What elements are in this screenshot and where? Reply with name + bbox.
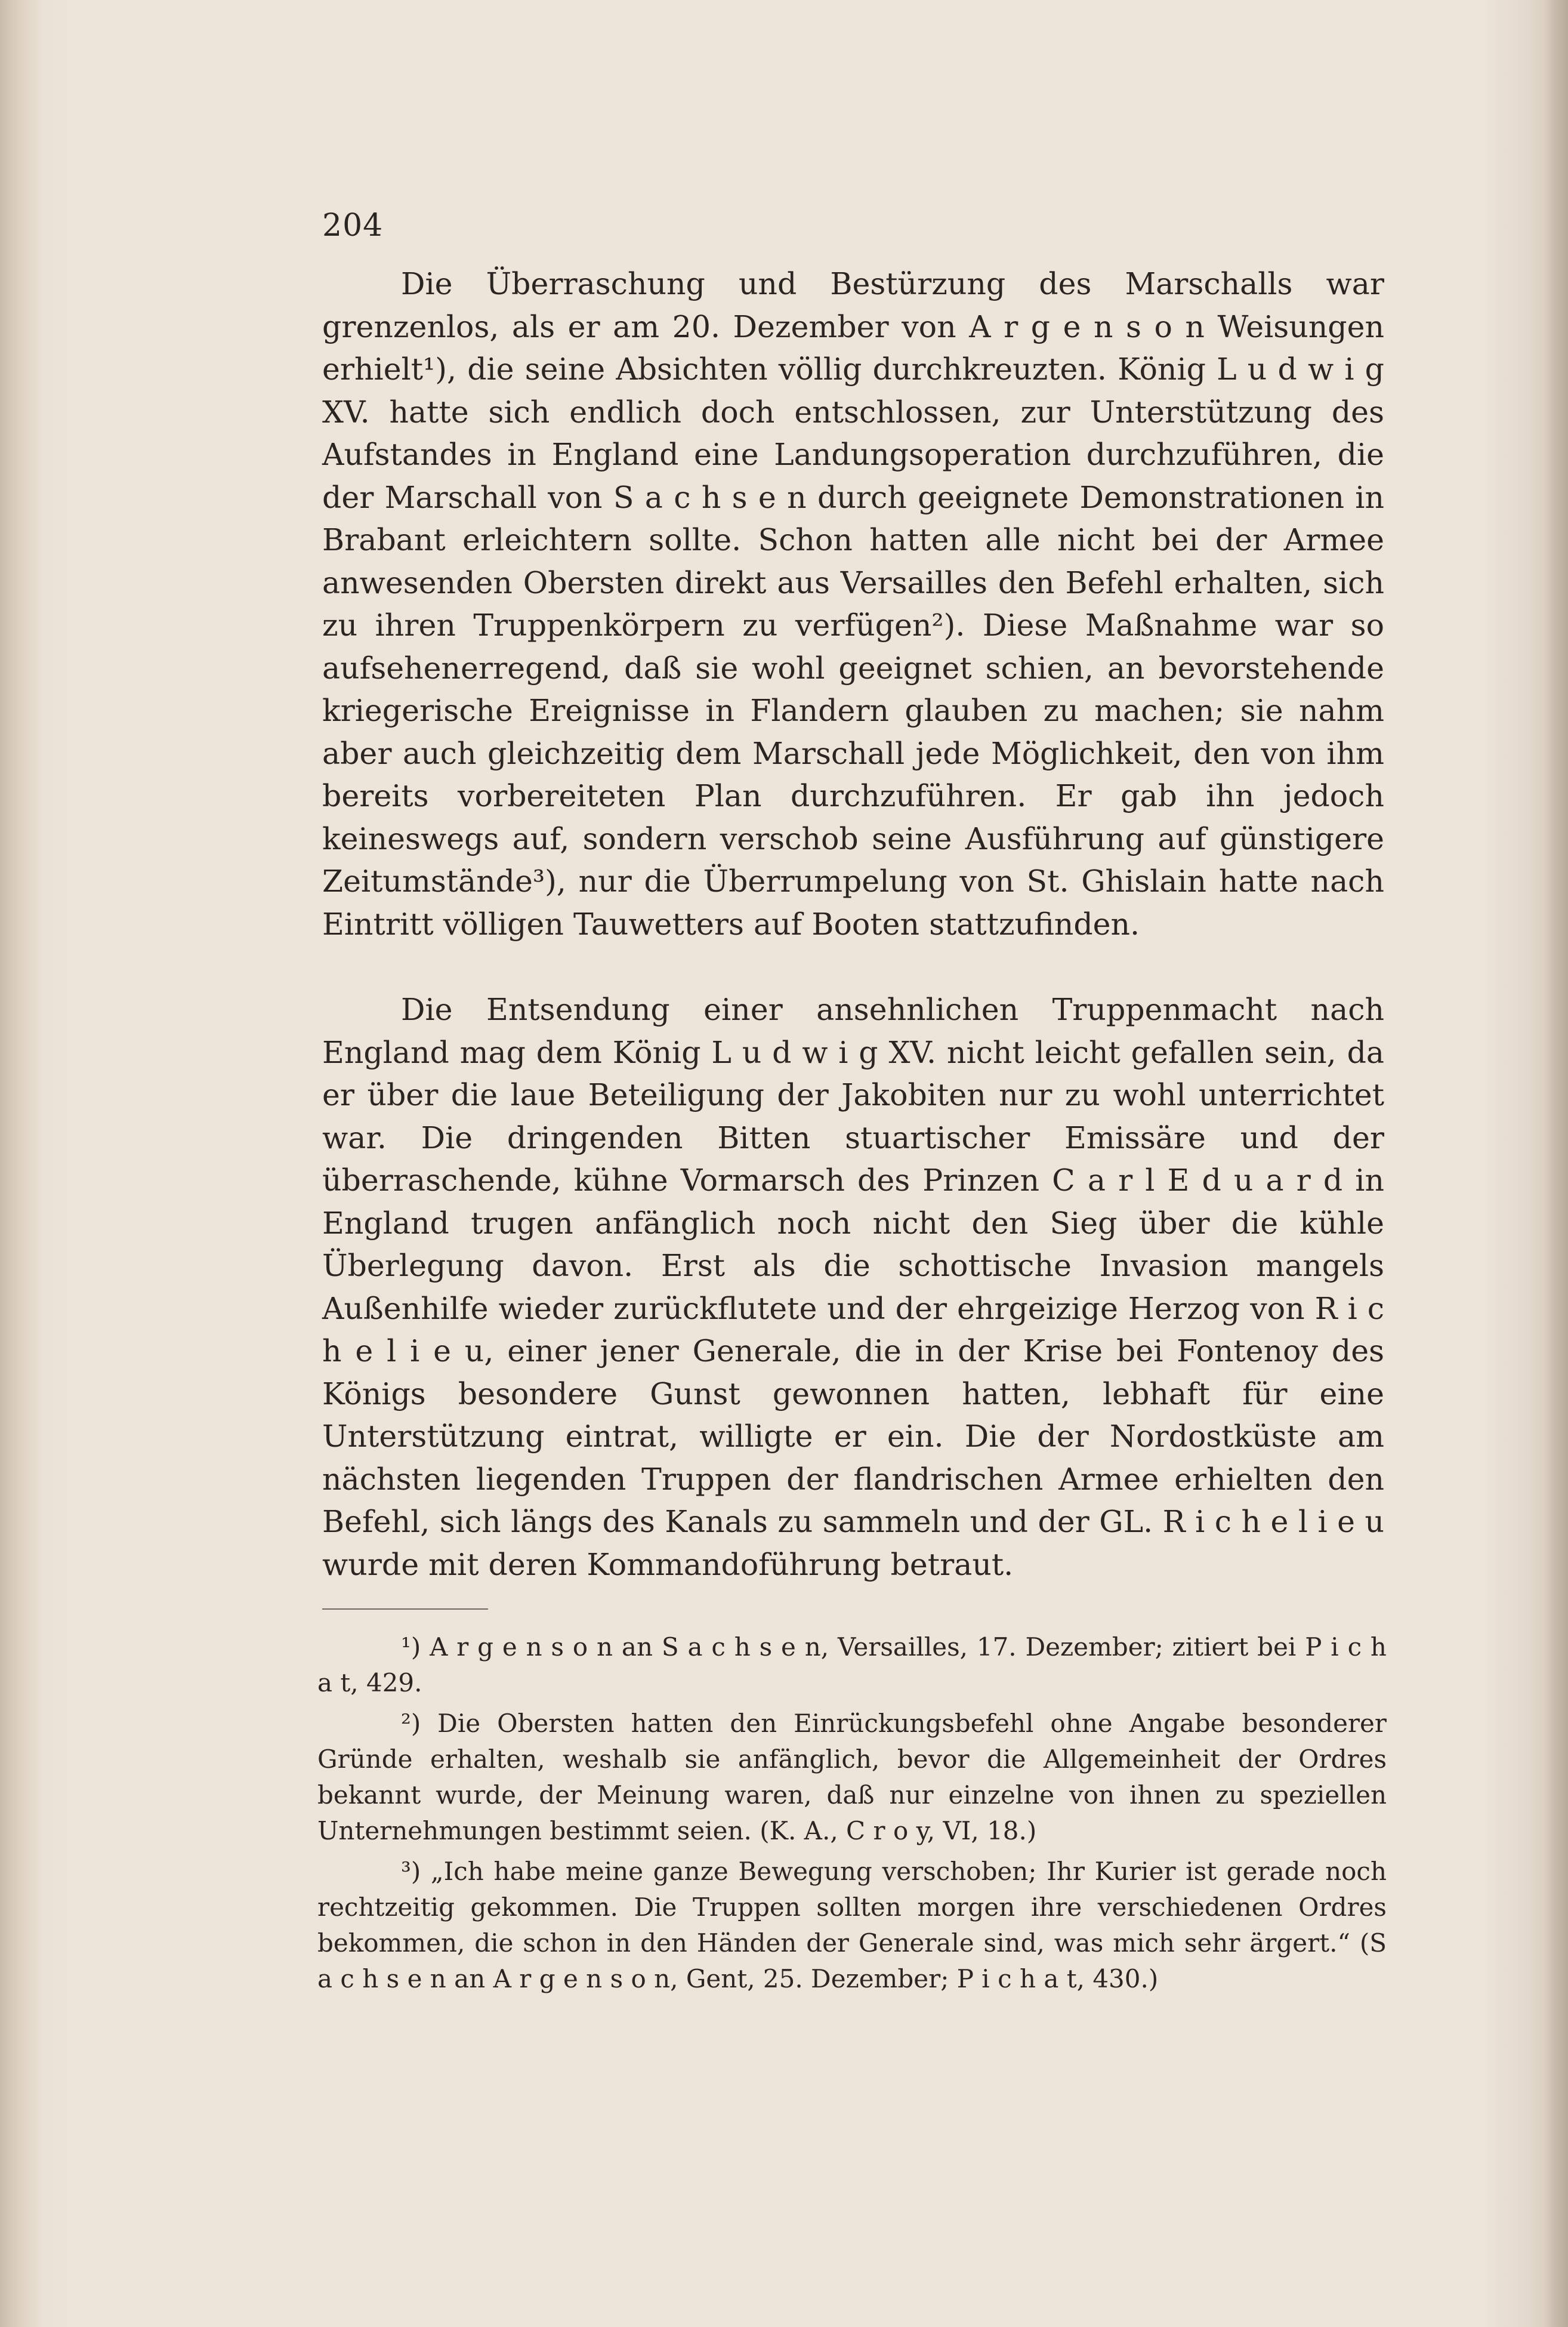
main-text	[322, 263, 1384, 1586]
footnote-1: ¹) A r g e n s o n an S a c h s e n, Versailles, 17. Dezember; zitiert bei P i c h a t, 429.	[317, 1632, 1387, 1697]
paragraph-2: Die Entsendung einer ansehnlichen Truppenmacht nach England mag dem König L u d w i g XV. nicht leicht gefallen sein, da er über die laue Beteiligung der Jakobiten nur zu wohl unterrichtet war. Die dringenden Bitten stuartischer Emissäre und der überraschende, kühne Vormarsch des Prinzen C a r l E d u a r d in England trugen anfänglich noch nicht den Sieg über die kühle Überlegung davon. Erst als die schottische Invasion mangels Außenhilfe wieder zurückflutete und der ehrgeizige Herzog von R i c h e l i e u, einer jener Generale, die in der Krise bei Fontenoy des Königs besondere Gunst gewonnen hatten, lebhaft für eine Unterstützung eintrat, willigte er ein. Die der Nordostküste am nächsten liegenden Truppen der flandrischen Armee erhielten den Befehl, sich längs des Kanals zu sammeln und der GL. R i c h e l i e u wurde mit deren Kommandoführung betraut.	[322, 992, 1384, 1582]
paragraph-1: Die Überraschung und Bestürzung des Marschalls war grenzenlos, als er am 20. Dezember von A r g e n s o n Weisungen erhielt¹), die seine Absichten völlig durchkreuzten. König L u d w i g XV. hatte sich endlich doch entschlossen, zur Unterstützung des Aufstandes in England eine Landungsoperation durchzuführen, die der Marschall von S a c h s e n durch geeignete Demonstrationen in Brabant erleichtern sollte. Schon hatten alle nicht bei der Armee anwesenden Obersten direkt aus Versailles den Befehl erhalten, sich zu ihren Truppenkörpern zu verfügen²). Diese Maßnahme war so aufsehenerregend, daß sie wohl geeignet schien, an bevorstehende kriegerische Ereignisse in Flandern glauben zu machen; sie nahm aber auch gleichzeitig dem Marschall jede Möglichkeit, den von ihm bereits vorbereiteten Plan durchzuführen. Er gab ihn jedoch keineswegs auf, sondern verschob seine Ausführung auf günstigere Zeitumstände³), nur die Überrumpelung von St. Ghislain hatte nach Eintritt völligen Tauwetters auf Booten stattzufinden.	[322, 266, 1384, 942]
footnote-separator	[322, 1608, 488, 1610]
page-gutter-shadow	[0, 0, 42, 2327]
footnote-2: ²) Die Obersten hatten den Einrückungsbefehl ohne Angabe besonderer Gründe erhalten, weshalb sie anfänglich, bevor die Allgemeinheit der Ordres bekannt wurde, der Meinung waren, daß nur einzelne von ihnen zu speziellen Unternehmungen bestimmt seien. (K. A., C r o y, VI, 18.)	[317, 1709, 1387, 1845]
footnote-3: ³) „Ich habe meine ganze Bewegung verschoben; Ihr Kurier ist gerade noch rechtzeitig gekommen. Die Truppen sollten morgen ihre verschiedenen Ordres bekommen, die schon in den Händen der Generale sind, was mich sehr ärgert.“ (S a c h s e n an A r g e n s o n, Gent, 25. Dezember; P i c h a t, 430.)	[317, 1857, 1387, 1993]
footnotes	[317, 1629, 1387, 2002]
page-edge-shadow	[1544, 0, 1568, 2327]
page-number: 204	[322, 208, 384, 244]
